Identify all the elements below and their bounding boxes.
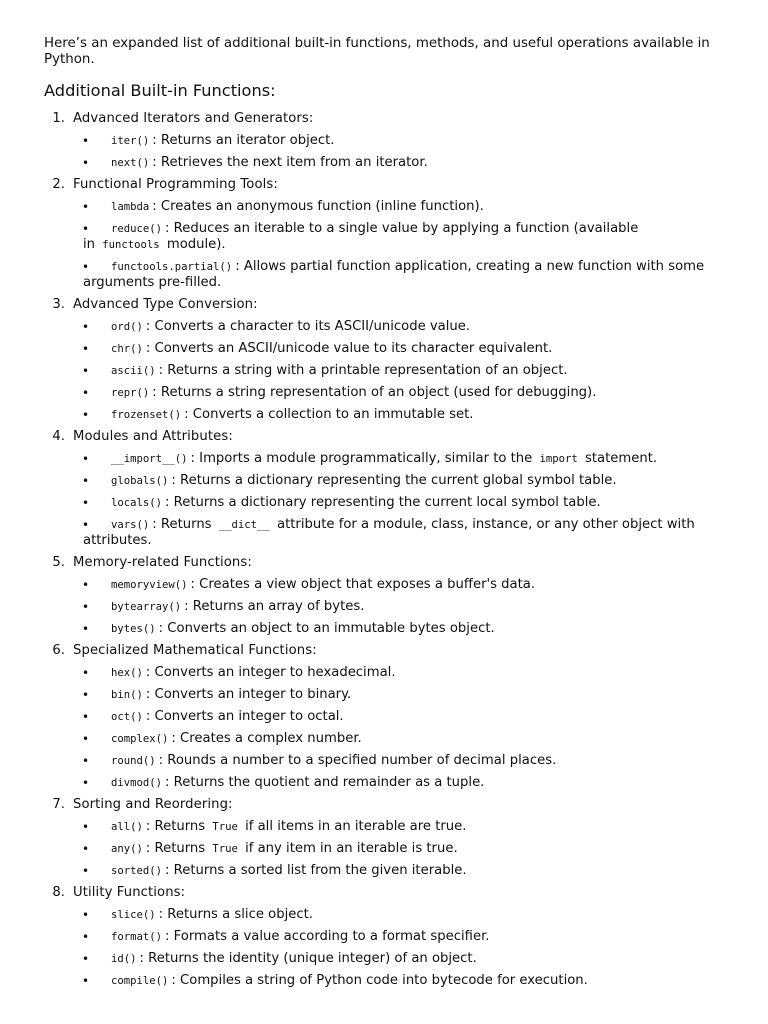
list-item: [44, 363, 724, 379]
list-item: [44, 385, 724, 401]
bullet-icon: •: [82, 342, 90, 356]
list-item: [44, 929, 724, 945]
item-description-line2: attributes.: [83, 533, 152, 548]
inline-code: functools: [102, 239, 160, 251]
item-description: : Compiles a string of Python code into bytecode for execution.: [171, 973, 588, 988]
function-name: vars(): [111, 519, 150, 531]
function-name: memoryview(): [111, 579, 188, 591]
item-description: : Converts an integer to octal.: [145, 709, 344, 724]
function-name: format(): [111, 931, 163, 943]
item-second-line: [83, 275, 724, 291]
item-description: : Creates a view object that exposes a buffer's data.: [190, 577, 536, 592]
list-item: [44, 133, 724, 149]
item-description: : Returns: [145, 819, 206, 834]
item-description: : Returns a string representation of an object (used for debugging).: [152, 385, 597, 400]
bullet-icon: •: [82, 974, 90, 988]
function-name: reduce(): [111, 223, 163, 235]
bullet-icon: •: [82, 930, 90, 944]
item-description: : Returns: [152, 517, 212, 532]
function-name: chr(): [111, 343, 143, 355]
group-number: 7.: [52, 797, 65, 812]
item-description: : Retrieves the next item from an iterator.: [152, 155, 428, 170]
list-item: [44, 473, 724, 489]
list-item: [44, 517, 724, 549]
group-title: Advanced Iterators and Generators:: [73, 111, 314, 126]
bullet-icon: •: [82, 364, 90, 378]
group-items: [44, 819, 724, 879]
item-description: : Returns a string with a printable representation of an object.: [158, 363, 568, 378]
item-description: : Allows partial function application, creating a new function with some: [235, 259, 705, 274]
function-group: [44, 429, 724, 549]
item-description-cont: if any item in an iterable is true.: [245, 841, 458, 856]
item-description: : Converts a collection to an immutable set.: [184, 407, 474, 422]
function-name: sorted(): [111, 865, 163, 877]
list-item: [44, 155, 724, 171]
item-description-line2: arguments pre-filled.: [83, 275, 222, 290]
bullet-icon: •: [82, 820, 90, 834]
list-item: [44, 495, 724, 511]
list-item: [44, 731, 724, 747]
function-name: bytearray(): [111, 601, 182, 613]
list-item: [44, 841, 724, 857]
item-description: : Creates a complex number.: [171, 731, 362, 746]
group-number: 4.: [52, 429, 65, 444]
group-heading: [44, 111, 724, 127]
list-item: [44, 753, 724, 769]
bullet-icon: •: [82, 622, 90, 636]
bullet-icon: •: [82, 156, 90, 170]
function-name: bytes(): [111, 623, 156, 635]
function-group: [44, 297, 724, 423]
function-group: [44, 885, 724, 989]
function-name: round(): [111, 755, 156, 767]
bullet-icon: •: [82, 864, 90, 878]
bullet-icon: •: [82, 200, 90, 214]
group-heading: [44, 297, 724, 313]
function-name: slice(): [111, 909, 156, 921]
item-description: : Converts an integer to hexadecimal.: [145, 665, 396, 680]
item-description: : Formats a value according to a format specifier.: [165, 929, 490, 944]
list-item: [44, 775, 724, 791]
item-description: : Reduces an iterable to a single value by applying a function (available: [165, 221, 639, 236]
bullet-icon: •: [82, 710, 90, 724]
item-description: : Rounds a number to a specified number of decimal places.: [158, 753, 557, 768]
bullet-icon: •: [82, 320, 90, 334]
bullet-icon: •: [82, 260, 90, 274]
group-title: Specialized Mathematical Functions:: [73, 643, 317, 658]
function-group: [44, 177, 724, 291]
bullet-icon: •: [82, 578, 90, 592]
list-item: [44, 599, 724, 615]
list-item: [44, 407, 724, 423]
function-name: globals(): [111, 475, 169, 487]
inline-code: __dict__: [218, 519, 270, 531]
list-item: [44, 621, 724, 637]
function-name: locals(): [111, 497, 163, 509]
item-description-line2: in: [83, 237, 96, 252]
item-description: : Returns a slice object.: [158, 907, 313, 922]
bullet-icon: •: [82, 776, 90, 790]
group-number: 1.: [52, 111, 65, 126]
bullet-icon: •: [82, 474, 90, 488]
group-number: 6.: [52, 643, 65, 658]
function-name: ascii(): [111, 365, 156, 377]
item-second-line: [83, 237, 724, 253]
list-item: [44, 665, 724, 681]
bullet-icon: •: [82, 518, 90, 532]
group-number: 2.: [52, 177, 65, 192]
item-description-cont: statement.: [584, 451, 658, 466]
bullet-icon: •: [82, 222, 90, 236]
function-name: id(): [111, 953, 137, 965]
function-name: compile(): [111, 975, 169, 987]
intro-paragraph: Here’s an expanded list of additional built-in functions, methods, and useful operations available in Python.: [44, 36, 710, 67]
list-item: [44, 221, 724, 253]
bullet-icon: •: [82, 842, 90, 856]
list-item: [44, 451, 724, 467]
function-group: [44, 111, 724, 171]
group-title: Advanced Type Conversion:: [73, 297, 258, 312]
item-description: : Returns an iterator object.: [152, 133, 335, 148]
function-name: iter(): [111, 135, 150, 147]
group-heading: [44, 177, 724, 193]
group-heading: [44, 555, 724, 571]
function-name: hex(): [111, 667, 143, 679]
function-group: [44, 643, 724, 791]
function-name: bin(): [111, 689, 143, 701]
group-title: Utility Functions:: [73, 885, 186, 900]
function-name: ord(): [111, 321, 143, 333]
function-groups-list: [44, 111, 724, 989]
function-name: next(): [111, 157, 150, 169]
list-item: [44, 907, 724, 923]
item-description: : Returns a dictionary representing the current global symbol table.: [171, 473, 617, 488]
function-group: [44, 797, 724, 879]
group-items: [44, 451, 724, 549]
group-items: [44, 133, 724, 171]
group-title: Modules and Attributes:: [73, 429, 233, 444]
group-title: Memory-related Functions:: [73, 555, 252, 570]
group-title: Sorting and Reordering:: [73, 797, 233, 812]
bullet-icon: •: [82, 908, 90, 922]
function-name: repr(): [111, 387, 150, 399]
list-item: [44, 577, 724, 593]
group-number: 8.: [52, 885, 65, 900]
bullet-icon: •: [82, 134, 90, 148]
item-description: : Converts an integer to binary.: [145, 687, 352, 702]
item-description: : Returns: [145, 841, 206, 856]
item-description: : Returns a dictionary representing the current local symbol table.: [165, 495, 601, 510]
function-name: oct(): [111, 711, 143, 723]
bullet-icon: •: [82, 666, 90, 680]
function-group: [44, 555, 724, 637]
item-description: : Returns the identity (unique integer) of an object.: [139, 951, 477, 966]
group-items: [44, 577, 724, 637]
group-heading: [44, 643, 724, 659]
item-description-line2-cont: module).: [166, 237, 226, 252]
section-title: Additional Built-in Functions:: [44, 81, 276, 100]
item-description: : Returns the quotient and remainder as a tuple.: [165, 775, 485, 790]
bullet-icon: •: [82, 732, 90, 746]
group-items: [44, 199, 724, 291]
group-items: [44, 665, 724, 791]
item-description: : Creates an anonymous function (inline function).: [152, 199, 484, 214]
function-name: frozenset(): [111, 409, 182, 421]
bullet-icon: •: [82, 386, 90, 400]
bullet-icon: •: [82, 408, 90, 422]
function-name: __import__(): [111, 453, 188, 465]
function-name: complex(): [111, 733, 169, 745]
bullet-icon: •: [82, 496, 90, 510]
bullet-icon: •: [82, 688, 90, 702]
item-description: : Imports a module programmatically, similar to the: [190, 451, 533, 466]
inline-code: True: [212, 821, 238, 833]
group-heading: [44, 797, 724, 813]
group-heading: [44, 885, 724, 901]
list-item: [44, 319, 724, 335]
list-item: [44, 951, 724, 967]
function-name: all(): [111, 821, 143, 833]
list-item: [44, 199, 724, 215]
group-number: 5.: [52, 555, 65, 570]
function-name: lambda: [111, 201, 150, 213]
item-description: : Converts a character to its ASCII/unicode value.: [145, 319, 471, 334]
bullet-icon: •: [82, 754, 90, 768]
inline-code: True: [212, 843, 238, 855]
bullet-icon: •: [82, 600, 90, 614]
group-items: [44, 907, 724, 989]
group-title: Functional Programming Tools:: [73, 177, 278, 192]
bullet-icon: •: [82, 952, 90, 966]
item-description: : Converts an ASCII/unicode value to its character equivalent.: [145, 341, 553, 356]
function-name: divmod(): [111, 777, 163, 789]
item-description: : Returns a sorted list from the given iterable.: [165, 863, 467, 878]
inline-code: import: [539, 453, 578, 465]
item-description: : Returns an array of bytes.: [184, 599, 365, 614]
group-items: [44, 319, 724, 423]
function-name: any(): [111, 843, 143, 855]
item-description-cont: attribute for a module, class, instance, or any other object with: [277, 517, 695, 532]
item-description-cont: if all items in an iterable are true.: [245, 819, 467, 834]
bullet-icon: •: [82, 452, 90, 466]
list-item: [44, 973, 724, 989]
list-item: [44, 341, 724, 357]
item-second-line: [83, 533, 724, 549]
list-item: [44, 687, 724, 703]
list-item: [44, 709, 724, 725]
list-item: [44, 259, 724, 291]
group-number: 3.: [52, 297, 65, 312]
list-item: [44, 863, 724, 879]
group-heading: [44, 429, 724, 445]
item-description: : Converts an object to an immutable bytes object.: [158, 621, 495, 636]
list-item: [44, 819, 724, 835]
function-name: functools.partial(): [111, 261, 233, 273]
